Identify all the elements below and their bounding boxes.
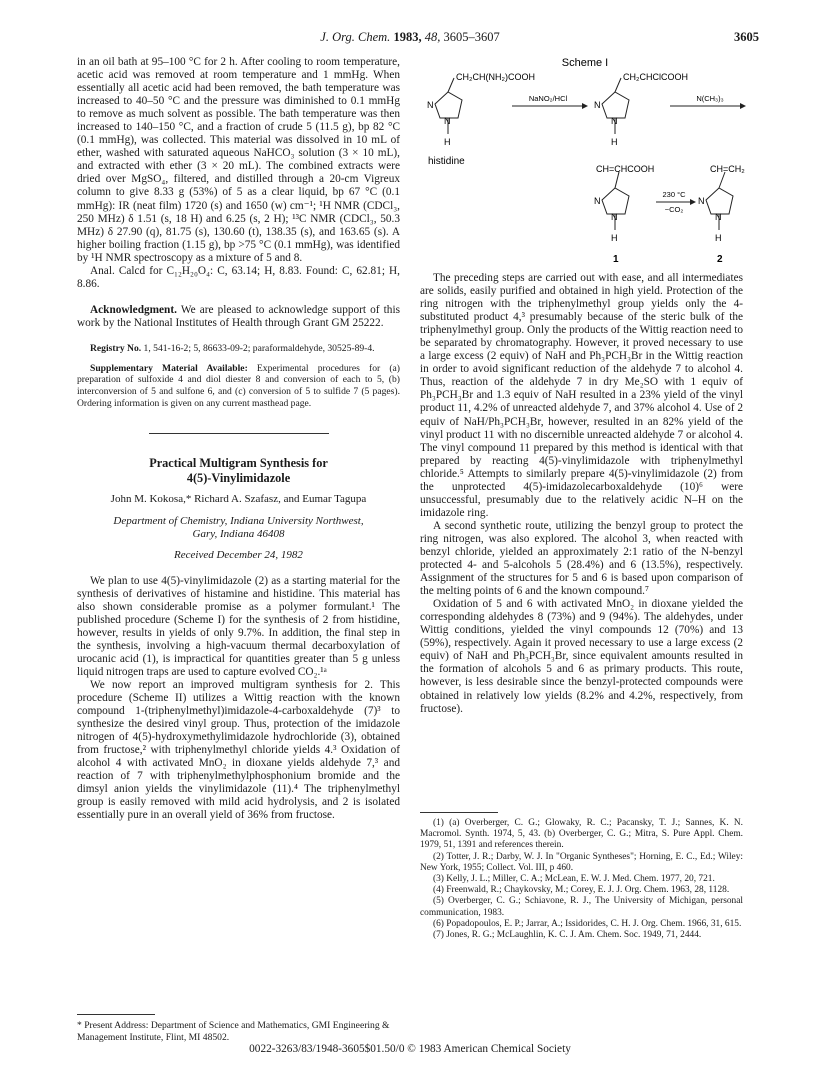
journal-pages: 3605–3607 bbox=[443, 30, 500, 44]
left-column bbox=[77, 56, 400, 822]
right-column bbox=[420, 272, 743, 716]
analysis-paragraph: Anal. Calcd for C₁₂H₂₀O₄: C, 63.14; H, 8.83. Found: C, 62.81; H, 8.86. bbox=[77, 264, 400, 290]
acknowledgment-text: We are pleased to acknowledge support of this work by the National Institutes of Health through Grant GM 25222. bbox=[77, 303, 400, 329]
author-footnote: * Present Address: Department of Science and Mathematics, GMI Engineering & Management Institute, Flint, MI 48502. bbox=[77, 1020, 390, 1043]
reference-item: (3) Kelly, J. L.; Miller, C. A.; McLean, E. W. J. Med. Chem. 1977, 20, 721. bbox=[433, 874, 715, 885]
reference-item: (7) Jones, R. G.; McLaughlin, K. C. J. Am. Chem. Soc. 1949, 71, 2444. bbox=[433, 930, 702, 941]
reagent-co2-loss: −CO₂ bbox=[664, 205, 684, 214]
compound-number-1: 1 bbox=[613, 254, 619, 265]
reference-item: (6) Popadopoulos, E. P.; Jarrar, A.; Issidorides, C. H. J. Org. Chem. 1966, 31, 615. bbox=[433, 918, 742, 929]
acknowledgment-heading: Acknowledgment. bbox=[90, 303, 177, 316]
vinyl-n-atom: N bbox=[698, 196, 705, 206]
vinyl-nh-atom: N bbox=[715, 212, 722, 222]
body-paragraph-2: We now report an improved multigram synthesis for 2. This procedure (Scheme II) utilizes a Wittig reaction with the known compound 1-(triphenylmethyl)imidazole-4-carboxaldehyde (7)³ to synthesize the desired vinyl group. Thus, protection of the imidazole nitrogen of 4(5)-hydroxymethylimidazole hydrochloride (3), obtained from fructose,² with triphenylmethyl chloride yields 4.³ Oxidation of alcohol 4 with activated MnO₂ in dioxane yields aldehyde 7,³ and reaction of 7 with triphenylmethylphosphonium bromide and the dimsyl anion yields the vinylimidazole (11).⁴ The triphenylmethyl group is easily removed with mild acid hydrolysis, and 2 is isolated essentially pure in an overall yield of 36% from fructose. bbox=[77, 678, 400, 822]
authors: John M. Kokosa,* Richard A. Szafasz, and Eumar Tagupa bbox=[110, 493, 367, 506]
supplementary-text: Experimental procedures for (a) preparation of sulfoxide 4 and diol diester 8 and conversion of each to 5, (b) interconversion of 5 and sulfone 6, and (c) conversion of 5 to sulfide 7 (5 pages). Ordering information is given on any current masthead page. bbox=[77, 362, 400, 409]
references-list bbox=[420, 818, 743, 941]
vinyl-h-atom: H bbox=[715, 233, 722, 243]
right-paragraph-3: Oxidation of 5 and 6 with activated MnO₂ in dioxane yielded the corresponding aldehydes 8 (73%) and 9 (94%). The aldehydes, under Wittig conditions, yielded the vinyl compounds 12 (70%) and 13 (59%), respectively. Again it proved necessary to use a large excess (2 equiv) of NaH and Ph₃PCH₃Br, since equivalent amounts resulted in the formation of alcohols 5 and 6 as primary products. This route, however, is less desirable since the benzyl-protected compounds were obtained in relatively low yields (8.2% and 4.2%, respectively, from fructose). bbox=[420, 598, 743, 715]
reagent-heat: 230 °C bbox=[662, 190, 686, 199]
histidine-n-atom: N bbox=[427, 100, 434, 110]
reference-item: (4) Freenwald, R.; Chaykovsky, M.; Corey, E. J. J. Org. Chem. 1963, 28, 1128. bbox=[433, 885, 730, 896]
histidine-substituent: CH₂CH(NH₂)COOH bbox=[456, 72, 535, 82]
experimental-paragraph: in an oil bath at 95–100 °C for 2 h. After cooling to room temperature, acetic acid was removed at room temperature and 1 mmHg. When essentially all acetic acid had been removed, the bath temperature was increased to 40–50 °C and the pressure was diminished to 0.1 mmHg to remove as much solvent as possible. The bath temperature was then increased to 140–150 °C, and a fraction of crude 5 (11.5 g), bp 82 °C (0.1 mmHg), was collected. This material was dissolved in 10 mL of ether, washed with saturated aqueous NaHCO₃ solution (3 × 10 mL), and extracted with ether (3 × 20 mL). The combined extracts were dried over MgSO₄, filtered, and distilled through a 20-cm Vigreux column to give 8.33 g (53%) of 5 as a clear liquid, bp 67 °C (0.1 mmHg): IR (neat film) 1720 (s) and 1650 (w) cm⁻¹; ¹H NMR (CDCl₃, 250 MHz) δ 1.51 (s, 18 H) and 6.25 (s, 2 H); ¹³C NMR (CDCl₃, 50.3 MHz) δ 27.90 (q), 81.75 (s), 130.60 (t), 138.35 (s), and 163.65 (s). A higher boiling fraction (1.15 g), bp >75 °C (0.1 mmHg), was identified by ¹H NMR spectroscopy as a mixture of 5 and 8. bbox=[77, 56, 400, 264]
acknowledgment bbox=[77, 304, 400, 330]
journal-volume: 48, bbox=[424, 30, 441, 44]
reagent-nme3: N(CH₃)₃ bbox=[696, 94, 724, 103]
arrow-head-2 bbox=[740, 103, 746, 109]
scheme-figure bbox=[420, 52, 750, 267]
journal-year: 1983, bbox=[393, 30, 422, 44]
chloroacid-nh-atom: N bbox=[611, 116, 618, 126]
arrow-head-3 bbox=[690, 199, 696, 205]
urocanic-substituent: CH=CHCOOH bbox=[596, 164, 655, 174]
references-divider bbox=[420, 812, 498, 813]
page-footer: 0022-3263/83/1948-3605$01.50/0 © 1983 American Chemical Society bbox=[249, 1043, 571, 1055]
article-title-line1: Practical Multigram Synthesis for bbox=[149, 456, 328, 471]
affiliation-line1: Department of Chemistry, Indiana University Northwest, bbox=[113, 514, 364, 527]
histidine-h-atom: H bbox=[444, 137, 451, 147]
vinyl-substituent: CH=CH₂ bbox=[710, 164, 745, 174]
article-title-line2: 4(5)-Vinylimidazole bbox=[186, 470, 291, 485]
urocanic-h-atom: H bbox=[611, 233, 618, 243]
reference-item: (2) Totter, J. R.; Darby, W. J. In "Organic Syntheses"; Horning, E. C., Ed.; Wiley: New York, 1955; Collect. Vol. III, p 460. bbox=[420, 851, 743, 873]
running-header bbox=[0, 30, 820, 46]
compound-number-2: 2 bbox=[717, 254, 723, 265]
received-date: Received December 24, 1982 bbox=[174, 548, 303, 561]
journal-name: J. Org. Chem. bbox=[320, 30, 391, 44]
page-number: 3605 bbox=[734, 30, 759, 44]
arrow-head-1 bbox=[582, 103, 588, 109]
reference-item: (1) (a) Overberger, C. G.; Glowaky, R. C.; Pacansky, T. J.; Sannes, K. N. Macromol. Synth. 1974, 5, 43. (b) Overberger, C. G.; Mitra, S. Pure Appl. Chem. 1979, 51, 1391 and references therein. bbox=[420, 818, 743, 851]
footnote-divider bbox=[77, 1014, 155, 1015]
supplementary-material bbox=[77, 363, 400, 410]
registry-heading: Registry No. bbox=[90, 342, 142, 354]
histidine-label: histidine bbox=[428, 156, 465, 167]
reagent-nano2: NaNO₂/HCl bbox=[528, 94, 568, 103]
article-title bbox=[77, 456, 400, 485]
urocanic-nh-atom: N bbox=[611, 212, 618, 222]
registry-text: 1, 541-16-2; 5, 86633-09-2; paraformaldehyde, 30525-89-4. bbox=[141, 342, 375, 354]
scheme-title: Scheme I bbox=[561, 57, 609, 69]
reference-item: (5) Overberger, C. G.; Schiavone, R. J., The University of Michigan, personal communication, 1983. bbox=[420, 896, 743, 918]
affiliation-line2: Gary, Indiana 46408 bbox=[192, 527, 285, 540]
chloroacid-n-atom: N bbox=[594, 100, 601, 110]
histidine-nh-atom: N bbox=[444, 116, 451, 126]
right-paragraph-2: A second synthetic route, utilizing the benzyl group to protect the ring nitrogen, was also explored. The alcohol 3, when reacted with benzyl chloride, yielded an approximately 2:1 ratio of the N-benzyl protected 4- and 5-alcohols 5 (28.4%) and 6 (13.5%), respectively. Assignment of the structures for 5 and 6 is based upon comparison of the melting points of 6 and the known compound.⁷ bbox=[420, 519, 743, 598]
affiliation bbox=[77, 515, 400, 541]
supplementary-heading: Supplementary Material Available: bbox=[90, 362, 248, 374]
body-paragraph-1: We plan to use 4(5)-vinylimidazole (2) as a starting material for the synthesis of derivatives of histamine and histidine. This material has also shown considerable promise as a polymer formulant.¹ The published procedure (Scheme I) for the synthesis of 2 from histidine, however, results in yields of only 9.7%. In addition, the final step in the synthesis, involving a high-vacuum thermal decarboxylation of urocanic acid (1), is impractical for quantities greater than 5 g unless liquid nitrogen traps are used to capture evolved CO₂.¹ᵃ bbox=[77, 574, 400, 678]
chloroacid-h-atom: H bbox=[611, 137, 618, 147]
urocanic-n-atom: N bbox=[594, 196, 601, 206]
journal-citation bbox=[0, 30, 820, 45]
scheme-drawing bbox=[420, 52, 750, 267]
registry-numbers bbox=[77, 343, 400, 355]
chloroacid-substituent: CH₂CHClCOOH bbox=[623, 72, 688, 82]
right-paragraph-1: The preceding steps are carried out with ease, and all intermediates are solids, easily purified and obtained in high yield. Protection of the ring nitrogen with the triphenylmethyl group yields only the 4-substituted product 4,³ presumably because of the steric bulk of the triphenylmethyl group. Only the products of the Wittig reaction need to be separated by chromatography. However, it proved necessary to use a large excess (2 equiv) of NaH and Ph₃PCH₃Br in the Wittig reaction in order to avoid significant reduction of the aldehyde 7 to alcohol 4. Thus, reaction of the aldehyde 7 in dry Me₂SO with 1 equiv of Ph₃PCH₃Br and 1.3 equiv of NaH resulted in a 23% yield of the vinyl product 11, 4.2% of unreacted aldehyde 7, and 37% alcohol 4. Use of 2 equiv of NaH/Ph₃PCH₃Br, however, resulted in an 82% yield of the vinyl product 11 with no discernible unreacted aldehyde 7 or alcohol 4. The vinyl compound 11 prepared by this method is identical with that prepared by reacting 4(5)-vinylimidazole with triphenylmethyl chloride.⁵ Attempts to similarly prepare 4(5)-vinylimidazole (2) from the unprotected 4(5)-imidazolecarboxaldehyde (10)⁶ were unsuccessful, presumably due to the relatively acidic N–H on the imidazole ring. bbox=[420, 272, 743, 519]
